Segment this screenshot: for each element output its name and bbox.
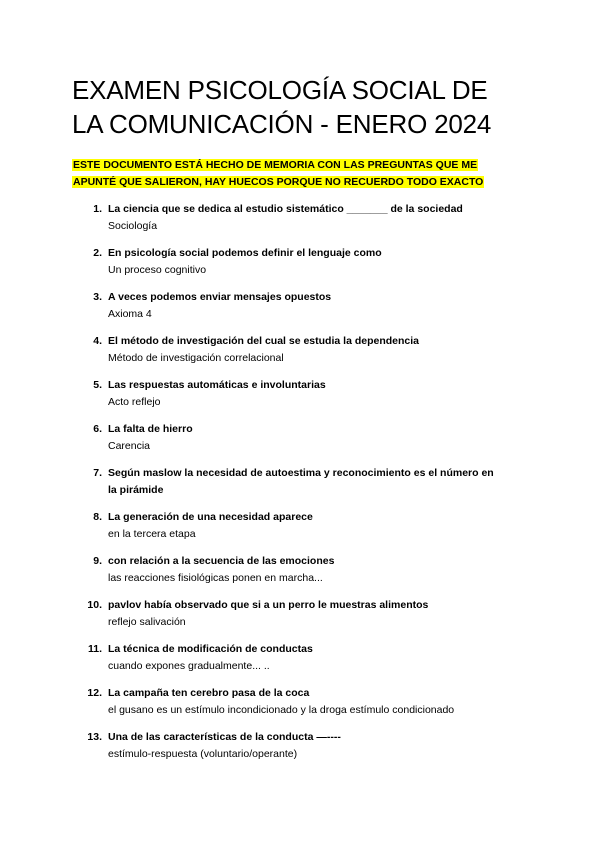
question-text-line-2: la pirámide xyxy=(108,484,164,496)
document-title xyxy=(72,73,572,141)
question-number: 2. xyxy=(93,247,102,259)
question-text: En psicología social podemos definir el lenguaje como xyxy=(108,247,382,259)
answer-text: cuando expones gradualmente... .. xyxy=(108,660,270,672)
question-number: 1. xyxy=(93,203,102,215)
question-number: 4. xyxy=(93,335,102,347)
answer-text: Axioma 4 xyxy=(108,308,152,320)
answer-text: las reacciones fisiológicas ponen en marcha... xyxy=(108,572,323,584)
question-number: 10. xyxy=(87,599,102,611)
question-text-line-1: Según maslow la necesidad de autoestima y reconocimiento es el número en xyxy=(108,467,494,479)
question-text: La falta de hierro xyxy=(108,423,193,435)
question-text: A veces podemos enviar mensajes opuestos xyxy=(108,291,332,303)
question-text: pavlov había observado que si a un perro le muestras alimentos xyxy=(108,599,429,611)
answer-text: Acto reflejo xyxy=(108,396,161,408)
question-text: La campaña ten cerebro pasa de la coca xyxy=(108,687,310,699)
question-text: El método de investigación del cual se estudia la dependencia xyxy=(108,335,420,347)
question-number: 6. xyxy=(93,423,102,435)
question-text: La ciencia que se dedica al estudio sistemático _______ de la sociedad xyxy=(108,203,463,215)
question-number: 8. xyxy=(93,511,102,523)
answer-text: estímulo-respuesta (voluntario/operante) xyxy=(108,748,298,760)
question-number: 11. xyxy=(87,643,102,655)
question-number: 7. xyxy=(93,467,102,479)
answer-text: el gusano es un estímulo incondicionado y la droga estímulo condicionado xyxy=(108,704,455,716)
question-number: 12. xyxy=(87,687,102,699)
answer-text: en la tercera etapa xyxy=(108,528,196,540)
answer-text: Método de investigación correlacional xyxy=(108,352,284,364)
question-text: con relación a la secuencia de las emociones xyxy=(108,555,335,567)
notice-line-1: ESTE DOCUMENTO ESTÁ HECHO DE MEMORIA CON LAS PREGUNTAS QUE ME xyxy=(73,159,478,171)
question-text: Las respuestas automáticas e involuntarias xyxy=(108,379,326,391)
question-text: Una de las características de la conducta —---- xyxy=(108,731,341,743)
notice-line-2: APUNTÉ QUE SALIERON, HAY HUECOS PORQUE NO RECUERDO TODO EXACTO xyxy=(73,176,484,188)
answer-text: Un proceso cognitivo xyxy=(108,264,207,276)
question-number: 3. xyxy=(93,291,102,303)
memory-notice xyxy=(72,157,542,191)
answer-text: Carencia xyxy=(108,440,151,452)
question-number: 13. xyxy=(87,731,102,743)
title-line-1: EXAMEN PSICOLOGÍA SOCIAL DE xyxy=(72,75,488,105)
answer-text: reflejo salivación xyxy=(108,616,186,628)
answer-text: Sociología xyxy=(108,220,158,232)
title-line-2: LA COMUNICACIÓN - ENERO 2024 xyxy=(72,109,492,139)
question-text: La técnica de modificación de conductas xyxy=(108,643,313,655)
question-text: La generación de una necesidad aparece xyxy=(108,511,313,523)
question-number: 9. xyxy=(93,555,102,567)
question-number: 5. xyxy=(93,379,102,391)
